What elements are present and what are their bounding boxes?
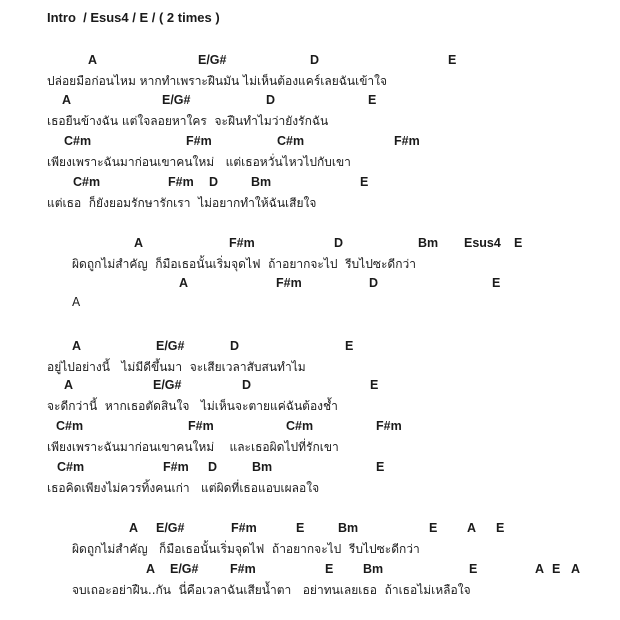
chord-label: Esus4	[464, 236, 501, 250]
chord-label: E	[448, 53, 457, 67]
chord-label: E/G#	[153, 378, 182, 392]
chord-label: Bm	[251, 175, 272, 189]
chord-label: C#m	[57, 460, 85, 474]
chord-label: E/G#	[162, 93, 191, 107]
chord-label: C#m	[277, 134, 305, 148]
lyric-line: เธอคิดเพียงไม่ควรทิ้งคนเก่า แต่ผิดที่เธอแอบเผลอใจ	[47, 481, 320, 495]
chord-label: E	[552, 562, 561, 576]
chord-label: F#m	[230, 562, 256, 576]
chord-label: F#m	[231, 521, 257, 535]
chord-label: F#m	[229, 236, 255, 250]
chord-label: E/G#	[156, 521, 185, 535]
chord-label: D	[369, 276, 379, 290]
chord-label: E	[496, 521, 505, 535]
chord-label: E	[325, 562, 334, 576]
chord-label: A	[72, 339, 82, 353]
chord-label: Bm	[363, 562, 384, 576]
lyric-line: ผิดถูกไม่สำคัญ ก็มือเธอนั้นเริ่มจุดไฟ ถ้าอยากจะไป รีบไปซะดีกว่า	[72, 257, 416, 271]
chord-label: Bm	[418, 236, 439, 250]
chord-label: Bm	[338, 521, 359, 535]
chord-label: E/G#	[156, 339, 185, 353]
chord-label: A	[64, 378, 74, 392]
chord-label: E/G#	[198, 53, 227, 67]
chord-label: A	[134, 236, 144, 250]
chord-label: E/G#	[170, 562, 199, 576]
chord-label: D	[208, 460, 218, 474]
chord-label: C#m	[64, 134, 92, 148]
chord-label: F#m	[168, 175, 194, 189]
chord-label: A	[179, 276, 189, 290]
chord-label: E	[368, 93, 377, 107]
chord-label: A	[571, 562, 581, 576]
chord-label: D	[266, 93, 276, 107]
chord-label: D	[310, 53, 320, 67]
lyric-line: ผิดถูกไม่สำคัญ ก็มือเธอนั้นเริ่มจุดไฟ ถ้าอยากจะไป รีบไปซะดีกว่า	[72, 542, 420, 556]
chord-label: E	[492, 276, 501, 290]
chord-label: C#m	[56, 419, 84, 433]
lyric-line: A	[72, 295, 81, 309]
chord-label: F#m	[394, 134, 420, 148]
chord-label: D	[242, 378, 252, 392]
chord-label: E	[345, 339, 354, 353]
lyric-line: จะดีกว่านี้ หากเธอตัดสินใจ ไม่เห็นจะตายแค่ฉันต้องช้ำ	[47, 399, 338, 413]
chord-label: F#m	[163, 460, 189, 474]
chord-label: A	[146, 562, 156, 576]
chord-label: C#m	[73, 175, 101, 189]
lyric-line: เพียงเพราะฉันมาก่อนเขาคนใหม่ แต่เธอหวั่นไหวไปกับเขา	[47, 155, 351, 169]
chord-label: C#m	[286, 419, 314, 433]
chord-label: E	[469, 562, 478, 576]
chord-label: F#m	[376, 419, 402, 433]
chord-label: E	[360, 175, 369, 189]
chord-label: F#m	[188, 419, 214, 433]
chord-label: A	[88, 53, 98, 67]
lyric-line: จบเถอะอย่าฝืน..กัน นี่คือเวลาฉันเสียน้ำตา อย่าทนเลยเธอ ถ้าเธอไม่เหลือใจ	[72, 583, 471, 597]
lyric-line: ปล่อยมือก่อนไหม หากทำเพราะฝืนมัน ไม่เห็นต้องแคร์เลยฉันเข้าใจ	[47, 74, 388, 88]
chord-label: A	[467, 521, 477, 535]
chord-label: E	[376, 460, 385, 474]
chord-label: E	[370, 378, 379, 392]
chord-label: E	[429, 521, 438, 535]
lyric-line: เพียงเพราะฉันมาก่อนเขาคนใหม่ และเธอผิดไปที่รักเขา	[47, 440, 339, 454]
chord-label: F#m	[276, 276, 302, 290]
chord-label: A	[129, 521, 139, 535]
intro-line: Intro / Esus4 / E / ( 2 times )	[47, 10, 220, 25]
chord-label: Bm	[252, 460, 273, 474]
lyric-line: แต่เธอ ก็ยังยอมรักษารักเรา ไม่อยากทำให้ฉันเสียใจ	[47, 196, 317, 210]
chord-label: E	[296, 521, 305, 535]
lyric-line: อยู่ไปอย่างนี้ ไม่มีดีขึ้นมา จะเสียเวลาสับสนทำไม	[47, 360, 306, 374]
chord-label: F#m	[186, 134, 212, 148]
chord-label: A	[535, 562, 545, 576]
chord-label: D	[209, 175, 219, 189]
chord-label: E	[514, 236, 523, 250]
chord-label: D	[230, 339, 240, 353]
chord-label: D	[334, 236, 344, 250]
chord-label: A	[62, 93, 72, 107]
lyric-line: เธอยืนข้างฉัน แต่ใจลอยหาใคร จะฝืนทำไมว่ายังรักฉัน	[47, 114, 329, 128]
